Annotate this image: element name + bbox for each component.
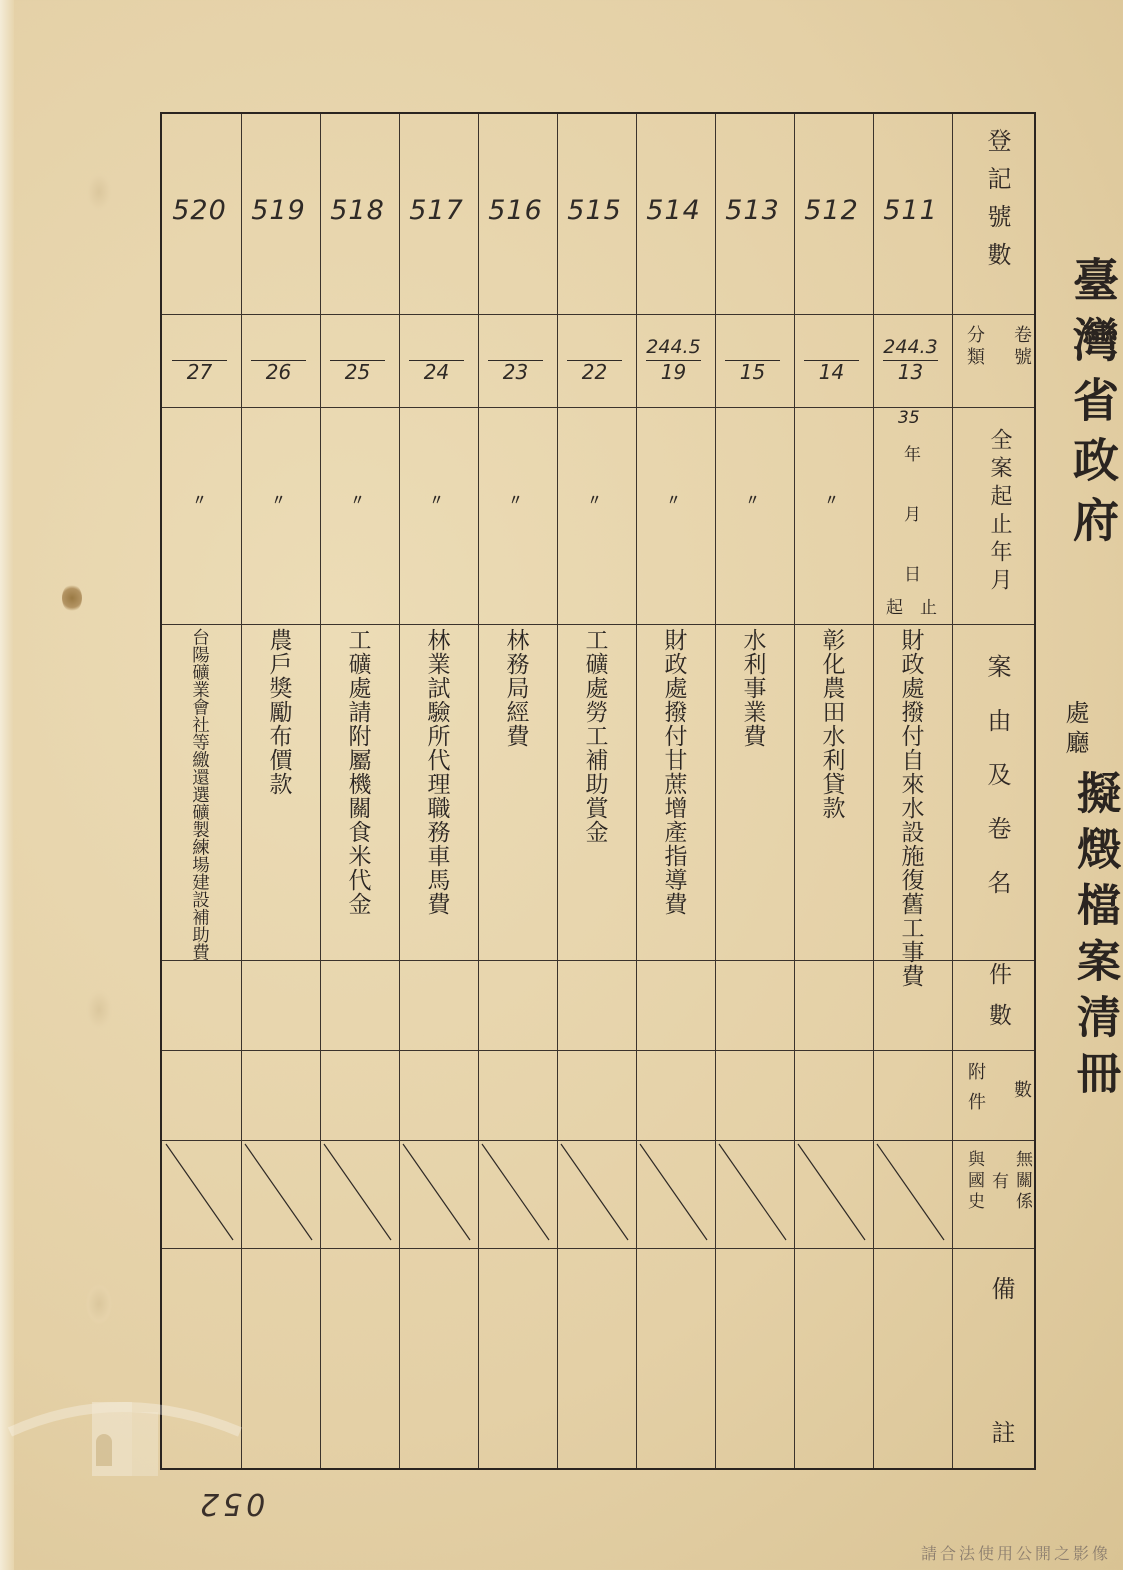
- ditto-mark: 〃: [508, 493, 523, 509]
- subject-text: 工礦處請附屬機關食米代金: [344, 628, 371, 916]
- volume-number: 25: [344, 360, 371, 384]
- subject-cell: [160, 628, 239, 961]
- punch-hole-mark: [86, 1284, 112, 1324]
- subject-text: 林業試驗所代理職務車馬費: [423, 628, 450, 916]
- diagonal-slash: [239, 1140, 318, 1246]
- diagonal-slash: [555, 1140, 634, 1246]
- page-edge: [0, 0, 14, 1570]
- archive-logo: [0, 1372, 250, 1492]
- document-subtitle-small: 處廳: [1061, 700, 1089, 760]
- period-month-label: 月: [904, 505, 921, 525]
- header-classification: 分類: [964, 325, 985, 369]
- period-year-label: 年: [904, 445, 921, 465]
- diagonal-slash: [160, 1140, 239, 1246]
- classification-code: 244.3: [883, 336, 938, 358]
- volume-number: 13: [897, 360, 924, 384]
- volume-number: 15: [739, 360, 766, 384]
- diagonal-slash: [318, 1140, 397, 1246]
- period-day-label: 日: [904, 565, 921, 585]
- ditto-mark: 〃: [666, 493, 681, 509]
- subject-text: 財政處撥付甘蔗增產指導費: [660, 628, 687, 916]
- header-history-relation-has: 有: [988, 1172, 1008, 1193]
- subject-text: 彰化農田水利貸款: [818, 628, 845, 820]
- header-remark-2: 註: [987, 1420, 1015, 1452]
- volume-number: 22: [581, 360, 608, 384]
- page-number: 052: [196, 1486, 266, 1521]
- subject-cell: [634, 628, 713, 916]
- period-start-label: 起: [886, 598, 903, 618]
- diagonal-slash: [397, 1140, 476, 1246]
- subject-cell: [476, 628, 555, 748]
- header-history-national: 與國史: [964, 1150, 984, 1213]
- volume-number: 27: [186, 360, 213, 384]
- volume-number: 19: [660, 360, 687, 384]
- header-period: 全案起止年月: [987, 428, 1012, 596]
- header-registration-no: 登記號數: [983, 128, 1011, 280]
- header-count: 件數: [985, 962, 1011, 1044]
- registration-number: 513: [725, 195, 780, 226]
- subject-cell: [318, 628, 397, 916]
- diagonal-slash: [476, 1140, 555, 1246]
- paper-stain: [62, 584, 82, 612]
- diagonal-slash: [634, 1140, 713, 1246]
- ditto-mark: 〃: [745, 493, 760, 509]
- header-volume-no: 卷號: [1011, 325, 1032, 369]
- subject-text: 工礦處勞工補助賞金: [581, 628, 608, 844]
- subject-cell: [397, 628, 476, 916]
- volume-number: 26: [265, 360, 292, 384]
- subject-cell: [713, 628, 792, 748]
- subject-text: 財政處撥付自來水設施復舊工事費: [897, 628, 924, 988]
- period-end-label: 止: [920, 598, 937, 618]
- volume-number: 14: [818, 360, 845, 384]
- document-title: 臺灣省政府: [1066, 256, 1120, 556]
- subject-cell: [871, 628, 950, 988]
- punch-hole-mark: [86, 990, 112, 1030]
- first-row-year: 35: [898, 408, 920, 428]
- ditto-mark: 〃: [271, 493, 286, 509]
- ditto-mark: 〃: [824, 493, 839, 509]
- subject-text: 農戶獎勵布價款: [265, 628, 292, 796]
- registration-number: 518: [330, 195, 385, 226]
- subject-text: 台陽礦業會社等繳還選礦製練場建設補助費: [189, 628, 210, 961]
- header-subject: 案由及卷名: [983, 654, 1011, 924]
- header-attachment-count: 數: [1011, 1080, 1032, 1102]
- registration-number: 511: [883, 195, 938, 226]
- ditto-mark: 〃: [587, 493, 602, 509]
- subject-cell: [239, 628, 318, 796]
- registration-number: 515: [567, 195, 622, 226]
- classification-code: 244.5: [646, 336, 701, 358]
- subject-text: 水利事業費: [739, 628, 766, 748]
- header-history-relation: 無關係: [1012, 1150, 1032, 1213]
- subject-cell: [555, 628, 634, 844]
- document-subtitle: 擬燬檔案清冊: [1069, 770, 1120, 1106]
- registration-number: 519: [251, 195, 306, 226]
- punch-hole-mark: [86, 172, 112, 212]
- subject-cell: [792, 628, 871, 820]
- header-attachment: 附件: [965, 1062, 986, 1122]
- diagonal-slash: [713, 1140, 792, 1246]
- ditto-mark: 〃: [350, 493, 365, 509]
- volume-number: 23: [502, 360, 529, 384]
- registration-number: 514: [646, 195, 701, 226]
- registration-number: 516: [488, 195, 543, 226]
- header-remark: 備: [987, 1276, 1015, 1308]
- ditto-mark: 〃: [192, 493, 207, 509]
- subject-text: 林務局經費: [502, 628, 529, 748]
- volume-number: 24: [423, 360, 450, 384]
- ditto-mark: 〃: [429, 493, 444, 509]
- registration-number: 512: [804, 195, 859, 226]
- diagonal-slash: [871, 1140, 950, 1246]
- diagonal-slash: [792, 1140, 871, 1246]
- registration-number: 520: [172, 195, 227, 226]
- watermark-text: 請合法使用公開之影像: [920, 1544, 1111, 1563]
- registration-number: 517: [409, 195, 464, 226]
